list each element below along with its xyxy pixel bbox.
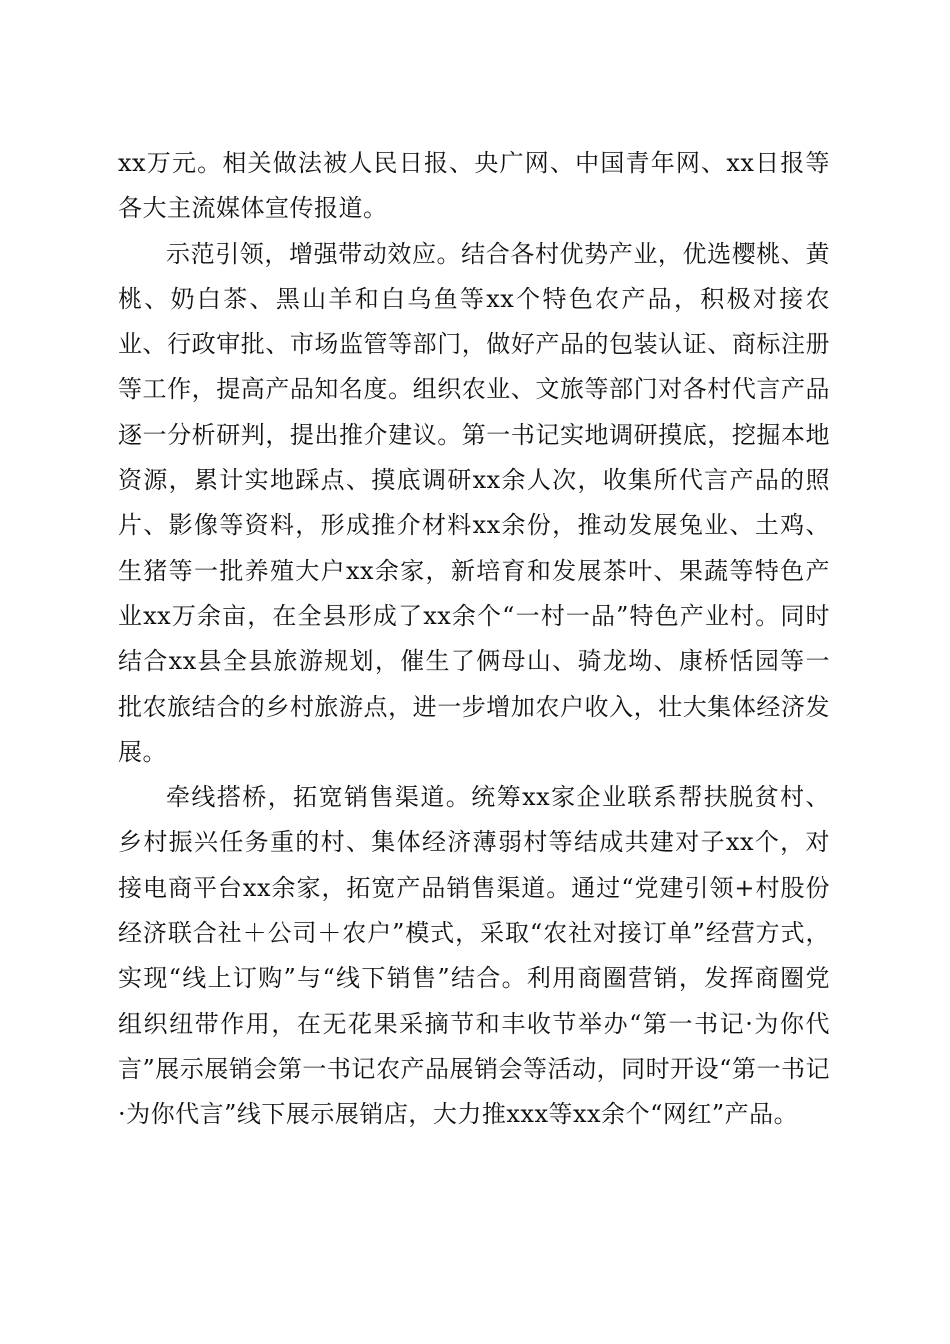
paragraph-sales-channels: 牵线搭桥，拓宽销售渠道。统筹xx家企业联系帮扶脱贫村、乡村振兴任务重的村、集体经济薄弱村等结成共建对子xx个，对接电商平台xx余家，拓宽产品销售渠道。通过“党建引领+村股份经济联合社＋公司＋农户”模式，采取“农社对接订单”经营方式，实现“线上订购”与“线下销售”结合。利用商圈营销，发挥商圈党组织纽带作用，在无花果采摘节和丰收节举办“第一书记·为你代言”展示展销会第一书记农产品展销会等活动，同时开设“第一书记·为你代言”线下展示展销店，大力推xxx等xx余个“网红”产品。: [118, 783, 830, 1129]
paragraph-continuation: xx万元。相关做法被人民日报、央广网、中国青年网、xx日报等各大主流媒体宣传报道。: [118, 149, 830, 223]
paragraph-demonstration-lead: 示范引领，增强带动效应。结合各村优势产业，优选樱桃、黄桃、奶白茶、黑山羊和白乌鱼等xx个特色农产品，积极对接农业、行政审批、市场监管等部门，做好产品的包装认证、商标注册等工作，提高产品知名度。组织农业、文旅等部门对各村代言产品逐一分析研判，提出推介建议。第一书记实地调研摸底，挖掘本地资源，累计实地踩点、摸底调研xx余人次，收集所代言产品的照片、影像等资料，形成推介材料xx余份，推动发展兔业、土鸡、生猪等一批养殖大户xx余家，新培育和发展茶叶、果蔬等特色产业xx万余亩，在全县形成了xx余个“一村一品”特色产业村。同时结合xx县全县旅游规划，催生了俩母山、骑龙坳、康桥恬园等一批农旅结合的乡村旅游点，进一步增加农户收入，壮大集体经济发展。: [118, 239, 830, 766]
body-text: [118, 141, 830, 1138]
